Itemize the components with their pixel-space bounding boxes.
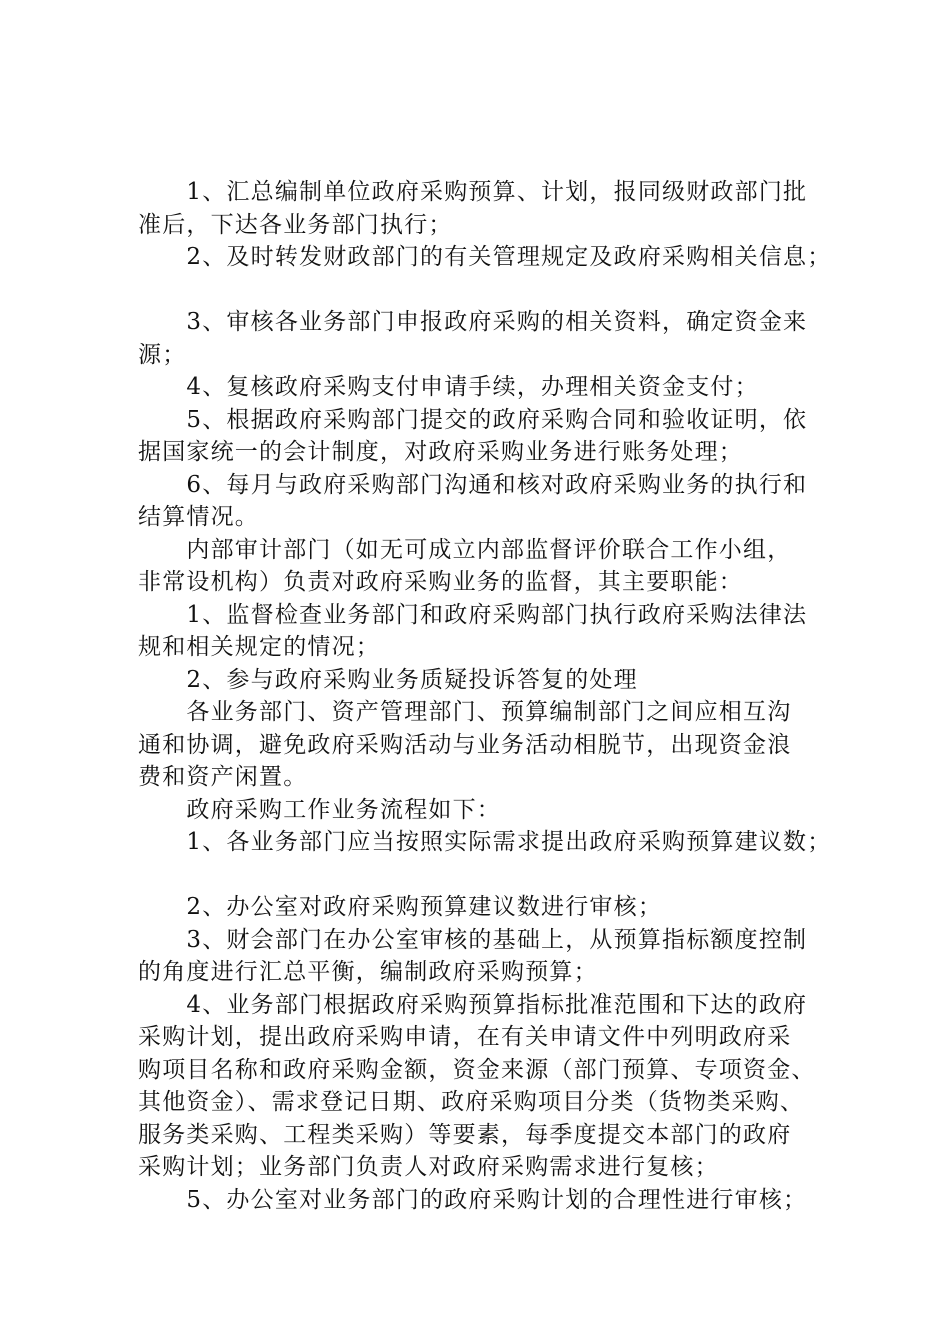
text-line: 4、业务部门根据政府采购预算指标批准范围和下达的政府 — [138, 991, 808, 1018]
text-line: 5、办公室对业务部门的政府采购计划的合理性进行审核； — [138, 1186, 808, 1213]
text-line: 2、参与政府采购业务质疑投诉答复的处理 — [138, 666, 638, 693]
text-line: 4、复核政府采购支付申请手续，办理相关资金支付； — [138, 374, 759, 400]
text-line: 采购计划，提出政府采购申请，在有关申请文件中列明政府采 — [138, 1024, 792, 1050]
text-line: 5、根据政府采购部门提交的政府采购合同和验收证明，依 — [138, 406, 808, 433]
text-line: 费和资产闲置。 — [138, 764, 308, 790]
text-line: 1、监督检查业务部门和政府采购部门执行政府采购法律法 — [138, 601, 808, 628]
text-line: 源； — [138, 341, 187, 368]
text-line: 其他资金）、需求登记日期、政府采购项目分类（货物类采购、 — [138, 1089, 805, 1115]
text-line: 非常设机构）负责对政府采购业务的监督，其主要职能： — [138, 569, 743, 595]
text-line: 的角度进行汇总平衡，编制政府采购预算； — [138, 959, 598, 985]
text-line: 采购计划；业务部门负责人对政府采购需求进行复核； — [138, 1154, 719, 1180]
text-line: 据国家统一的会计制度，对政府采购业务进行账务处理； — [138, 439, 743, 465]
text-line: 规和相关规定的情况； — [138, 634, 380, 660]
text-line: 1、汇总编制单位政府采购预算、计划，报同级财政部门批 — [138, 179, 808, 205]
text-line: 3、财会部门在办公室审核的基础上，从预算指标额度控制 — [138, 926, 808, 953]
text-line: 准后，下达各业务部门执行； — [138, 211, 453, 238]
document-body — [138, 176, 838, 1216]
text-line: 1、各业务部门应当按照实际需求提出政府采购预算建议数； — [138, 829, 832, 855]
text-line: 结算情况。 — [138, 504, 259, 530]
text-line: 各业务部门、资产管理部门、预算编制部门之间应相互沟 — [138, 699, 792, 725]
text-line: 内部审计部门（如无可成立内部监督评价联合工作小组， — [138, 536, 792, 563]
text-line: 购项目名称和政府采购金额，资金来源（部门预算、专项资金、 — [138, 1056, 816, 1083]
text-line: 6、每月与政府采购部门沟通和核对政府采购业务的执行和 — [138, 471, 808, 498]
blank-line — [138, 859, 838, 892]
text-line: 3、审核各业务部门申报政府采购的相关资料，确定资金来 — [138, 309, 808, 335]
text-line: 政府采购工作业务流程如下： — [138, 796, 501, 823]
text-line: 2、办公室对政府采购预算建议数进行审核； — [138, 894, 663, 920]
text-line: 服务类采购、工程类采购）等要素，每季度提交本部门的政府 — [138, 1121, 792, 1148]
blank-line — [138, 274, 838, 307]
text-line: 通和协调，避免政府采购活动与业务活动相脱节，出现资金浪 — [138, 731, 792, 758]
text-line: 2、及时转发财政部门的有关管理规定及政府采购相关信息； — [138, 244, 832, 270]
